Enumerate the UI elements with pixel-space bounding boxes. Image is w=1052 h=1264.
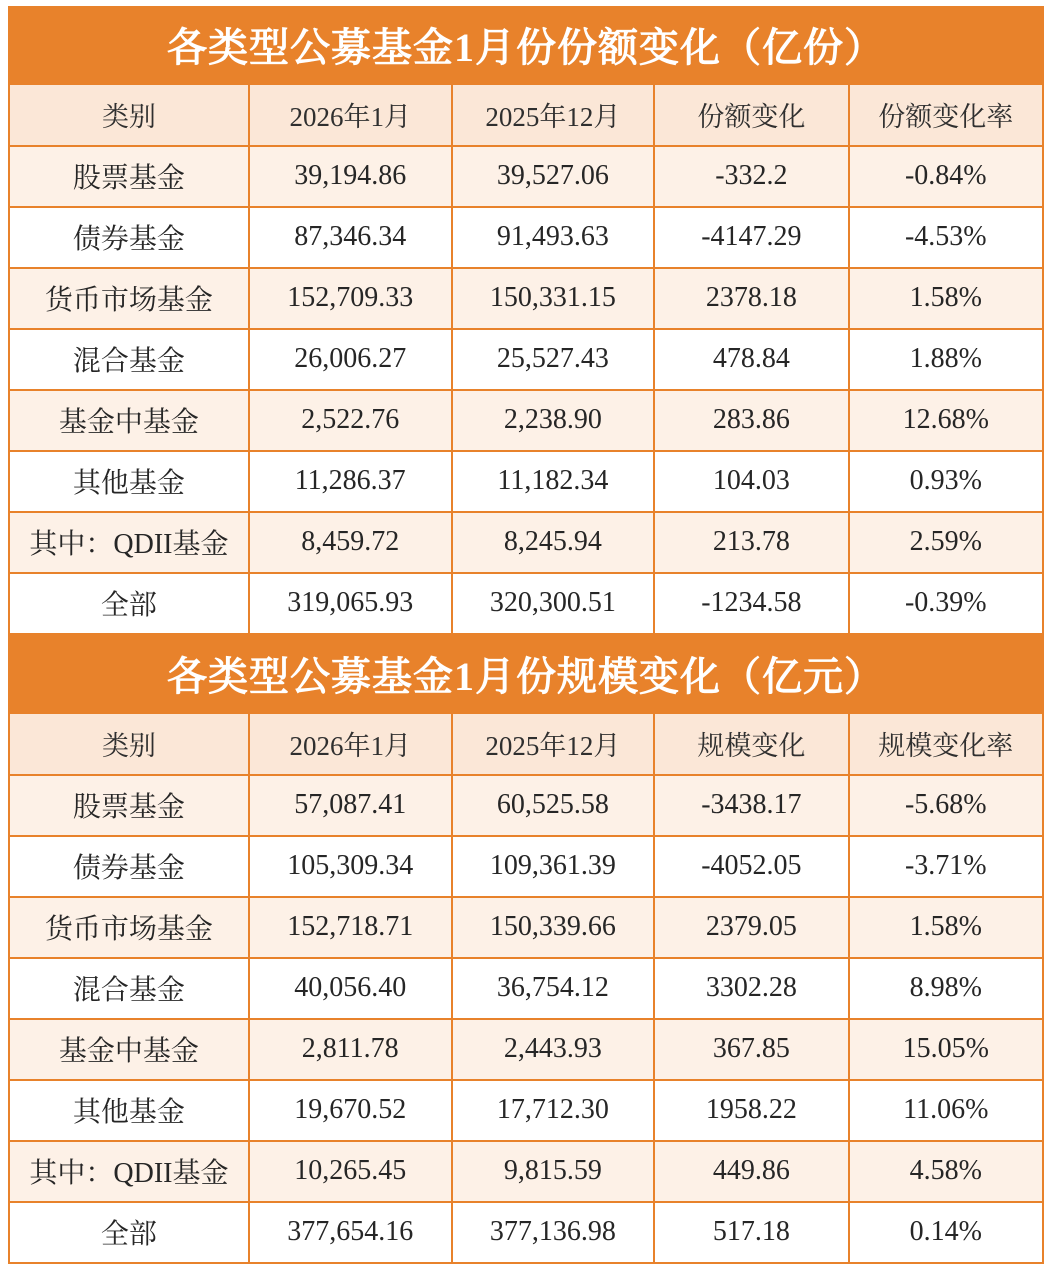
row-change: -4052.05 (654, 836, 848, 897)
table-row (9, 573, 1043, 634)
row-change-rate: 12.68% (849, 390, 1043, 451)
column-header-current-month: 2026年1月 (249, 713, 452, 775)
row-label: 其中：QDII基金 (9, 1141, 249, 1202)
row-current-month: 152,718.71 (249, 897, 452, 958)
fund-scale-change-table-block (8, 635, 1044, 1264)
column-header-category: 类别 (9, 713, 249, 775)
row-previous-month: 11,182.34 (452, 451, 655, 512)
row-change-rate: 1.58% (849, 897, 1043, 958)
row-label: 基金中基金 (9, 390, 249, 451)
row-current-month: 377,654.16 (249, 1202, 452, 1263)
table-row (9, 268, 1043, 329)
table-row (9, 207, 1043, 268)
column-header-change: 份额变化 (654, 84, 848, 146)
table-row (9, 1080, 1043, 1141)
column-header-previous-month: 2025年12月 (452, 84, 655, 146)
row-current-month: 26,006.27 (249, 329, 452, 390)
row-change-rate: 0.14% (849, 1202, 1043, 1263)
row-change: 449.86 (654, 1141, 848, 1202)
row-label: 货币市场基金 (9, 897, 249, 958)
row-previous-month: 25,527.43 (452, 329, 655, 390)
row-current-month: 8,459.72 (249, 512, 452, 573)
row-change: 3302.28 (654, 958, 848, 1019)
row-current-month: 19,670.52 (249, 1080, 452, 1141)
row-change: 2379.05 (654, 897, 848, 958)
row-previous-month: 17,712.30 (452, 1080, 655, 1141)
row-change-rate: -4.53% (849, 207, 1043, 268)
row-label: 全部 (9, 1202, 249, 1263)
row-current-month: 57,087.41 (249, 775, 452, 836)
row-previous-month: 2,238.90 (452, 390, 655, 451)
table-header-row (9, 713, 1043, 775)
row-label: 基金中基金 (9, 1019, 249, 1080)
row-previous-month: 36,754.12 (452, 958, 655, 1019)
row-change-rate: 8.98% (849, 958, 1043, 1019)
table-header-row (9, 84, 1043, 146)
row-label: 股票基金 (9, 775, 249, 836)
row-change: 283.86 (654, 390, 848, 451)
row-change-rate: -3.71% (849, 836, 1043, 897)
row-change: 213.78 (654, 512, 848, 573)
column-header-change: 规模变化 (654, 713, 848, 775)
row-change: -332.2 (654, 146, 848, 207)
row-label: 其中：QDII基金 (9, 512, 249, 573)
column-header-change-rate: 规模变化率 (849, 713, 1043, 775)
table-row (9, 897, 1043, 958)
row-current-month: 11,286.37 (249, 451, 452, 512)
row-current-month: 152,709.33 (249, 268, 452, 329)
row-current-month: 319,065.93 (249, 573, 452, 634)
row-previous-month: 9,815.59 (452, 1141, 655, 1202)
row-previous-month: 8,245.94 (452, 512, 655, 573)
table-row (9, 1141, 1043, 1202)
row-change: 1958.22 (654, 1080, 848, 1141)
row-label: 其他基金 (9, 1080, 249, 1141)
row-change-rate: 4.58% (849, 1141, 1043, 1202)
row-change-rate: -5.68% (849, 775, 1043, 836)
row-change-rate: -0.39% (849, 573, 1043, 634)
table-row (9, 836, 1043, 897)
row-previous-month: 150,331.15 (452, 268, 655, 329)
row-change: -1234.58 (654, 573, 848, 634)
table-title-row (9, 7, 1043, 84)
table-row (9, 329, 1043, 390)
row-label: 混合基金 (9, 958, 249, 1019)
table-title: 各类型公募基金1月份规模变化（亿元） (9, 636, 1043, 713)
row-change-rate: 1.88% (849, 329, 1043, 390)
row-previous-month: 320,300.51 (452, 573, 655, 634)
table-row (9, 1019, 1043, 1080)
column-header-current-month: 2026年1月 (249, 84, 452, 146)
row-label: 混合基金 (9, 329, 249, 390)
fund-scale-change-table (8, 635, 1044, 1264)
row-change: 2378.18 (654, 268, 848, 329)
row-label: 其他基金 (9, 451, 249, 512)
table-row (9, 958, 1043, 1019)
column-header-change-rate: 份额变化率 (849, 84, 1043, 146)
row-label: 股票基金 (9, 146, 249, 207)
row-current-month: 10,265.45 (249, 1141, 452, 1202)
row-change-rate: 2.59% (849, 512, 1043, 573)
row-change-rate: -0.84% (849, 146, 1043, 207)
row-change: 517.18 (654, 1202, 848, 1263)
table-row (9, 390, 1043, 451)
row-current-month: 87,346.34 (249, 207, 452, 268)
row-previous-month: 39,527.06 (452, 146, 655, 207)
column-header-category: 类别 (9, 84, 249, 146)
row-previous-month: 109,361.39 (452, 836, 655, 897)
row-previous-month: 91,493.63 (452, 207, 655, 268)
row-change-rate: 15.05% (849, 1019, 1043, 1080)
table-row (9, 451, 1043, 512)
row-change: 478.84 (654, 329, 848, 390)
table-row (9, 146, 1043, 207)
table-title: 各类型公募基金1月份份额变化（亿份） (9, 7, 1043, 84)
row-current-month: 2,522.76 (249, 390, 452, 451)
row-change: -4147.29 (654, 207, 848, 268)
row-change-rate: 11.06% (849, 1080, 1043, 1141)
row-label: 债券基金 (9, 836, 249, 897)
row-change-rate: 1.58% (849, 268, 1043, 329)
row-change: -3438.17 (654, 775, 848, 836)
row-previous-month: 150,339.66 (452, 897, 655, 958)
row-current-month: 40,056.40 (249, 958, 452, 1019)
row-label: 债券基金 (9, 207, 249, 268)
row-change: 104.03 (654, 451, 848, 512)
row-label: 全部 (9, 573, 249, 634)
row-current-month: 105,309.34 (249, 836, 452, 897)
row-change: 367.85 (654, 1019, 848, 1080)
row-current-month: 2,811.78 (249, 1019, 452, 1080)
row-label: 货币市场基金 (9, 268, 249, 329)
table-title-row (9, 636, 1043, 713)
row-previous-month: 377,136.98 (452, 1202, 655, 1263)
table-row (9, 1202, 1043, 1263)
table-row (9, 512, 1043, 573)
fund-share-change-table-block (8, 6, 1044, 635)
column-header-previous-month: 2025年12月 (452, 713, 655, 775)
fund-share-change-table (8, 6, 1044, 635)
row-previous-month: 60,525.58 (452, 775, 655, 836)
row-previous-month: 2,443.93 (452, 1019, 655, 1080)
row-current-month: 39,194.86 (249, 146, 452, 207)
row-change-rate: 0.93% (849, 451, 1043, 512)
table-row (9, 775, 1043, 836)
